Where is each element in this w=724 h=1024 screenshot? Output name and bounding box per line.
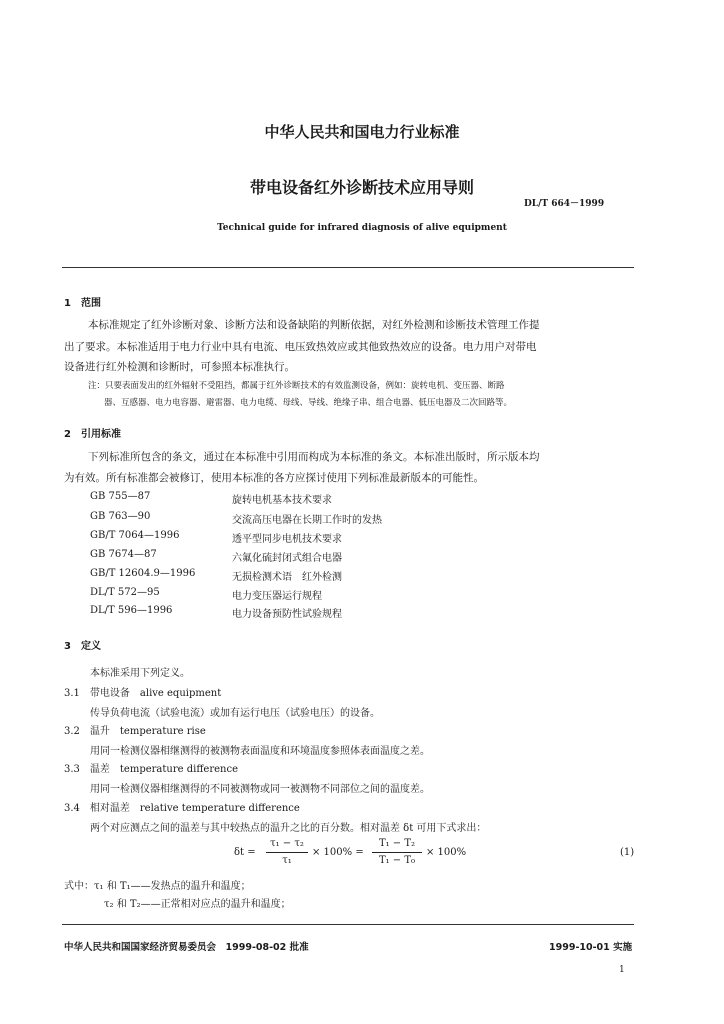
definition-body: 两个对应测点之间的温差与其中较热点的温升之比的百分数。相对温差 δt 可用下式求出： bbox=[90, 823, 487, 834]
definition-body: 传导负荷电流（试验电流）或加有运行电压（试验电压）的设备。 bbox=[90, 708, 380, 719]
footer-rule bbox=[62, 924, 634, 925]
ref-name: 无损检测术语 红外检测 bbox=[232, 572, 342, 583]
s1-note-line: 注：只要表面发出的红外辐射不受阻挡，都属于红外诊断技术的有效监测设备，例如：旋转电机、变压器、断路 bbox=[88, 381, 505, 391]
ref-code: DL/T 596—1996 bbox=[90, 605, 173, 616]
ref-code: GB 763—90 bbox=[90, 511, 151, 522]
definition-heading: 3.2 温升 temperature rise bbox=[64, 726, 206, 737]
s3-intro: 本标准采用下列定义。 bbox=[90, 668, 190, 679]
equation-denominator-2: T₁ − T₀ bbox=[378, 855, 416, 866]
english-title: Technical guide for infrared diagnosis of alive equipment bbox=[217, 223, 507, 233]
s1-para-line: 出了要求。本标准适用于电力行业中具有电流、电压致热效应或其他致热效应的设备。电力用户对带电 bbox=[64, 341, 537, 353]
s2-para-line: 下列标准所包含的条文，通过在本标准中引用而构成为本标准的条文。本标准出版时，所示版本均 bbox=[88, 451, 540, 463]
where-line: 式中：τ₁ 和 T₁——发热点的温升和温度； bbox=[64, 881, 251, 892]
definition-heading: 3.4 相对温差 relative temperature difference bbox=[64, 803, 300, 814]
ref-name: 六氟化硫封闭式组合电器 bbox=[232, 553, 342, 564]
equation-mid: × 100% = bbox=[312, 847, 364, 858]
ref-name: 电力变压器运行规程 bbox=[232, 591, 322, 602]
ref-code: DL/T 572—95 bbox=[90, 587, 160, 598]
definition-body: 用同一检测仪器相继测得的被测物表面温度和环境温度参照体表面温度之差。 bbox=[90, 746, 430, 757]
fraction-bar bbox=[266, 852, 308, 853]
doc-title: 带电设备红外诊断技术应用导则 bbox=[249, 178, 474, 197]
ref-name: 旋转电机基本技术要求 bbox=[232, 495, 332, 506]
equation-tail: × 100% bbox=[426, 847, 467, 858]
s2-para-line: 为有效。所有标准都会被修订，使用本标准的各方应探讨使用下列标准最新版本的可能性。 bbox=[64, 472, 484, 484]
section-3-title: 3 定义 bbox=[64, 641, 101, 652]
definition-heading: 3.1 带电设备 alive equipment bbox=[64, 688, 222, 699]
equation-numerator-2: T₁ − T₂ bbox=[378, 838, 416, 849]
fraction-bar bbox=[372, 852, 422, 853]
header-rule bbox=[62, 267, 634, 268]
org-title: 中华人民共和国电力行业标准 bbox=[264, 123, 460, 141]
ref-name: 电力设备预防性试验规程 bbox=[232, 609, 342, 620]
ref-code: GB 755—87 bbox=[90, 491, 151, 502]
standard-number: DL/T 664－1999 bbox=[524, 199, 605, 209]
approval-note: 中华人民共和国国家经济贸易委员会 1999-08-02 批准 bbox=[64, 942, 309, 953]
s1-para-line: 设备进行红外检测和诊断时，可参照本标准执行。 bbox=[64, 361, 295, 373]
where-line: τ₂ 和 T₂——正常相对应点的温升和温度； bbox=[104, 899, 291, 910]
ref-code: GB/T 12604.9—1996 bbox=[90, 568, 196, 579]
implementation-date: 1999-10-01 实施 bbox=[549, 942, 633, 953]
ref-code: GB/T 7064—1996 bbox=[90, 530, 180, 541]
ref-name: 交流高压电器在长期工作时的发热 bbox=[232, 515, 382, 526]
equation-numerator-1: τ₁ − τ₂ bbox=[270, 838, 304, 849]
s1-para-line: 本标准规定了红外诊断对象、诊断方法和设备缺陷的判断依据，对红外检测和诊断技术管理工作提 bbox=[88, 319, 540, 331]
section-2-title: 2 引用标准 bbox=[64, 429, 121, 440]
definition-body: 用同一检测仪器相继测得的不同被测物或同一被测物不同部位之间的温度差。 bbox=[90, 784, 430, 795]
equation-number: (1) bbox=[620, 847, 635, 858]
equation-lhs: δt = bbox=[234, 847, 256, 858]
s1-note-line: 器、互感器、电力电容器、避雷器、电力电缆、母线、导线、绝缘子串、组合电器、低压电器及二次回路等。 bbox=[104, 398, 513, 408]
section-1-title: 1 范围 bbox=[64, 298, 101, 309]
page-number: 1 bbox=[619, 965, 625, 975]
equation-denominator-1: τ₁ bbox=[282, 855, 292, 866]
definition-heading: 3.3 温差 temperature difference bbox=[64, 764, 238, 775]
ref-name: 透平型同步电机技术要求 bbox=[232, 534, 342, 545]
ref-code: GB 7674—87 bbox=[90, 549, 157, 560]
